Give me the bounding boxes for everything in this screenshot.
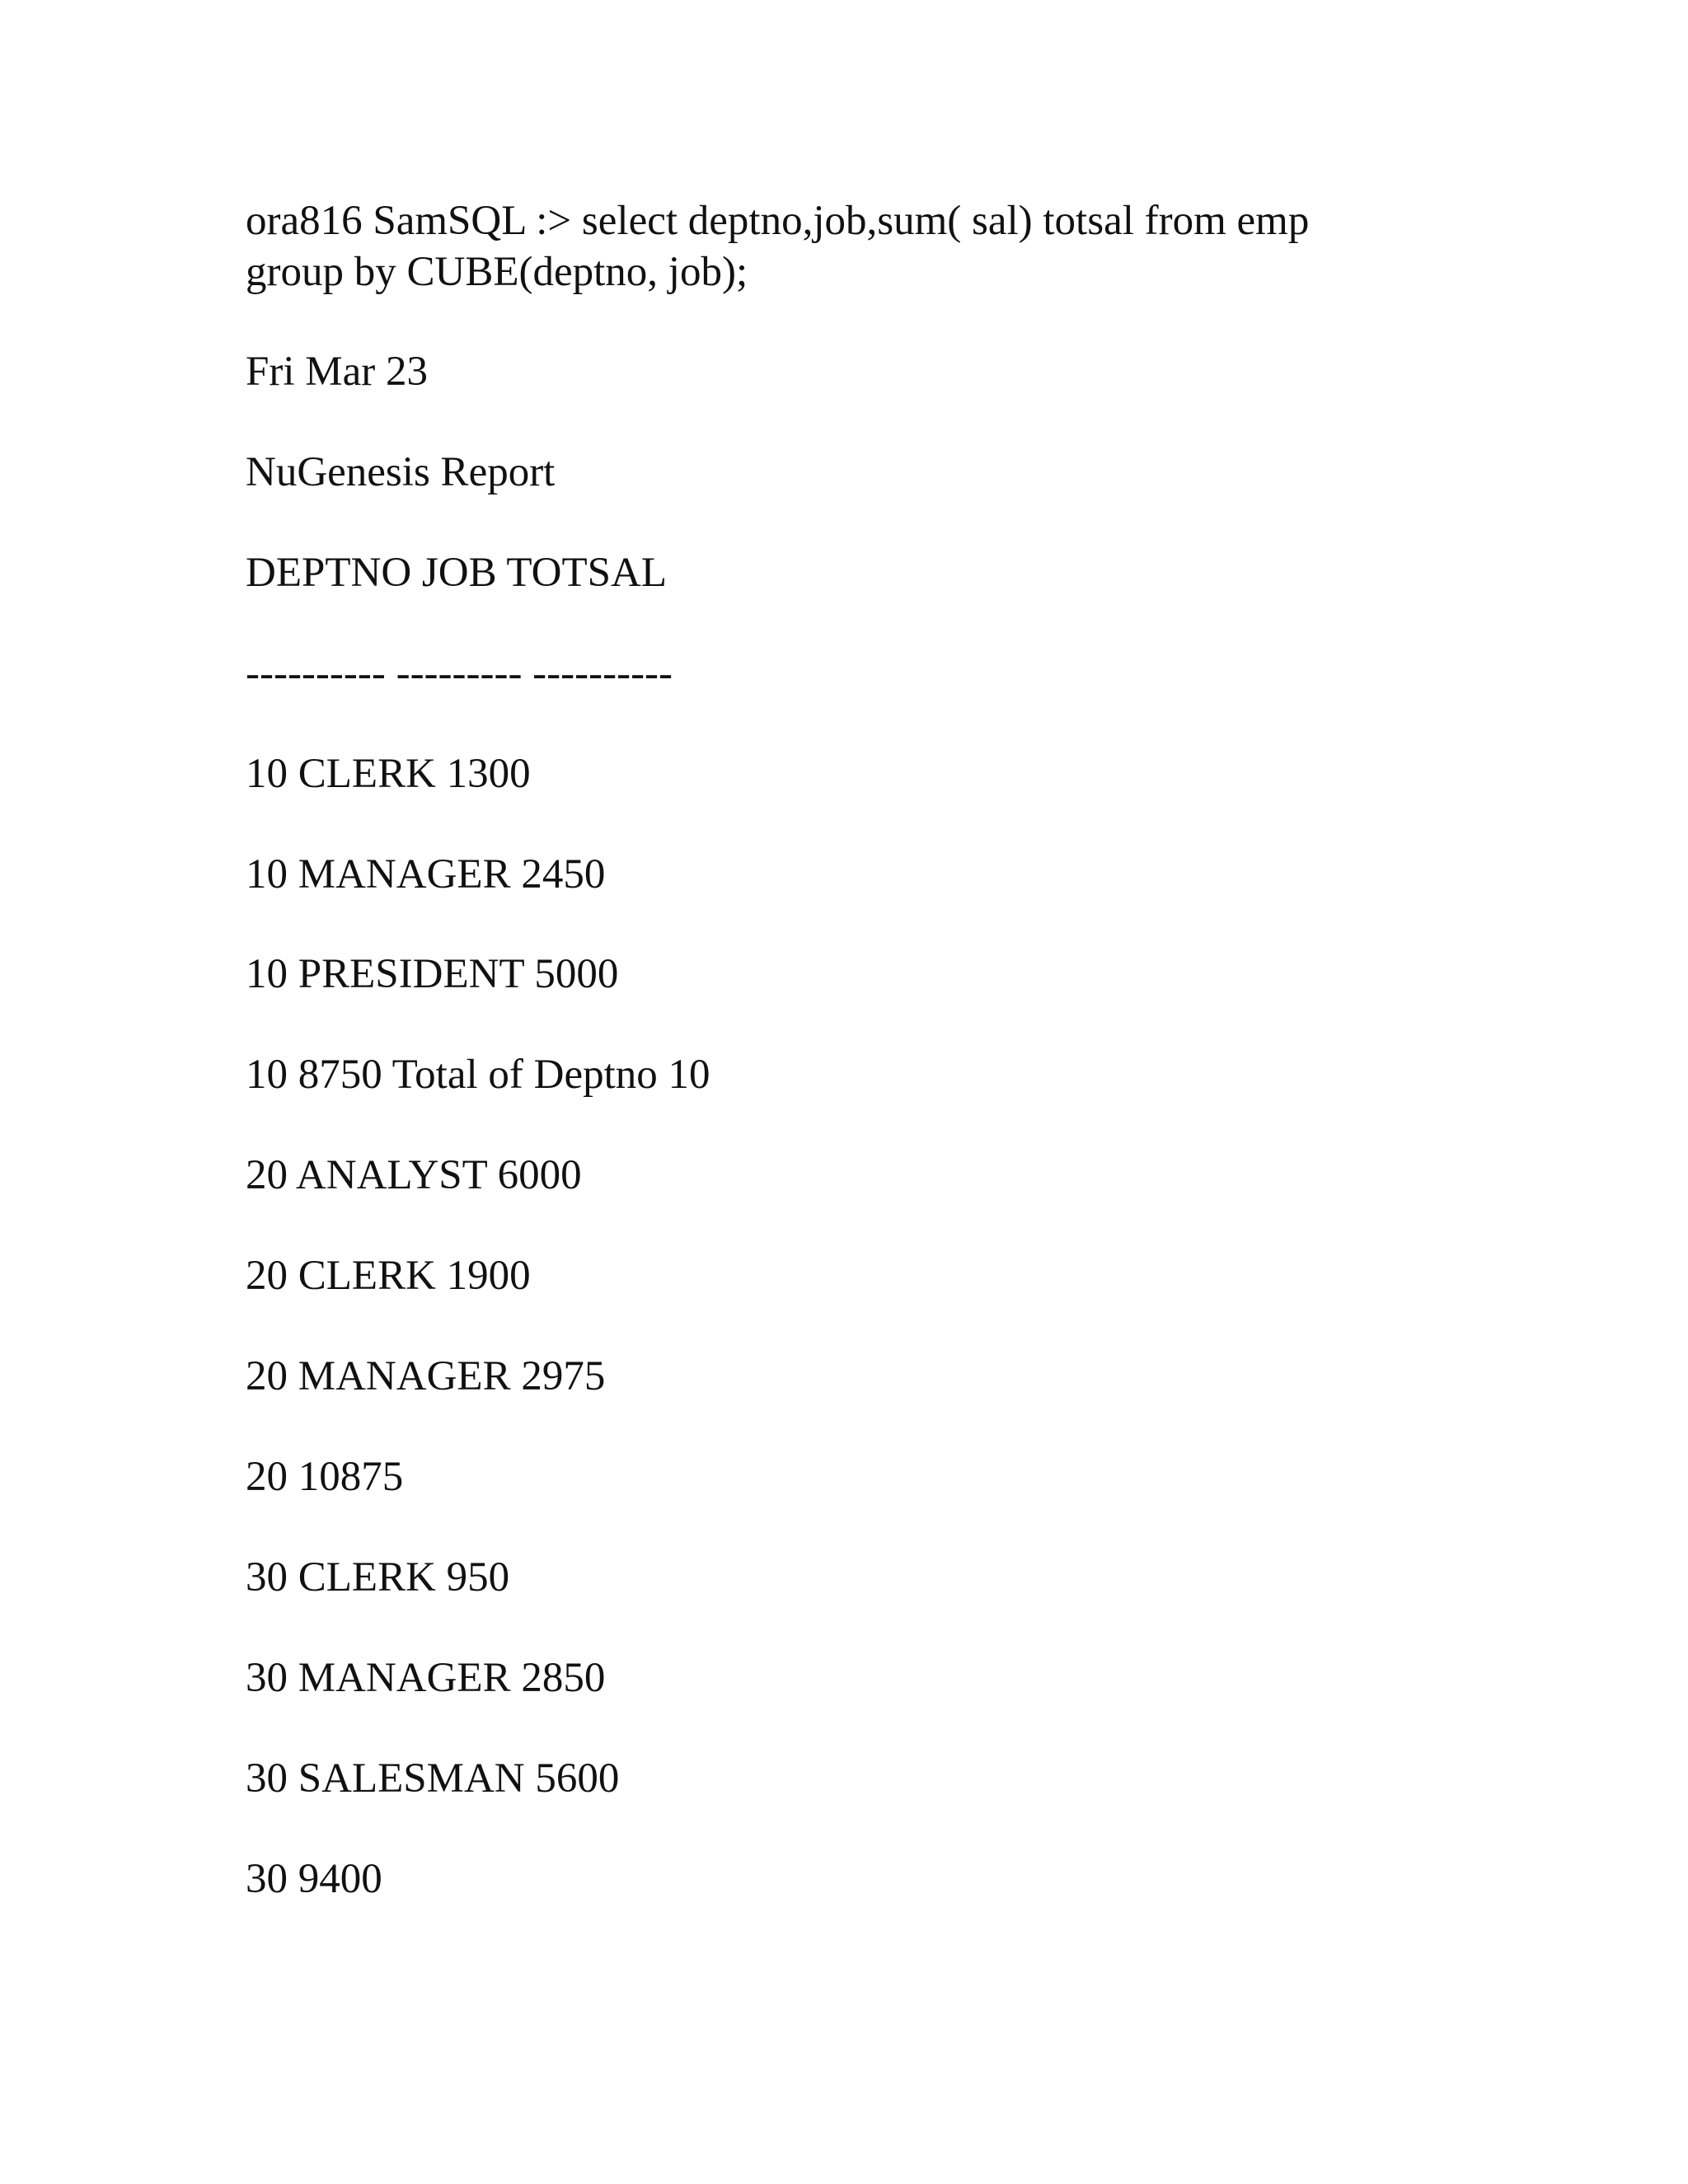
result-row: 30 CLERK 950 (246, 1554, 510, 1601)
separator-line: ---------- --------- ---------- (246, 650, 673, 696)
result-row: 20 MANAGER 2975 (246, 1353, 606, 1399)
result-row: 20 ANALYST 6000 (246, 1152, 582, 1198)
result-row: 30 9400 (246, 1856, 382, 1902)
result-row: 10 CLERK 1300 (246, 751, 531, 797)
result-row: 10 PRESIDENT 5000 (246, 951, 619, 997)
result-row: 20 CLERK 1900 (246, 1253, 531, 1299)
column-header: DEPTNO JOB TOTSAL (246, 550, 667, 596)
report-date: Fri Mar 23 (246, 349, 428, 395)
result-row: 10 MANAGER 2450 (246, 851, 606, 898)
report-title: NuGenesis Report (246, 449, 556, 495)
sql-query-line-1: ora816 SamSQL :> select deptno,job,sum( sal) totsal from emp (246, 198, 1310, 244)
result-row: 20 10875 (246, 1454, 404, 1500)
sql-query-line-2: group by CUBE(deptno, job); (246, 249, 748, 295)
result-row: 10 8750 Total of Deptno 10 (246, 1052, 710, 1098)
result-row: 30 SALESMAN 5600 (246, 1755, 620, 1802)
result-row: 30 MANAGER 2850 (246, 1655, 606, 1701)
